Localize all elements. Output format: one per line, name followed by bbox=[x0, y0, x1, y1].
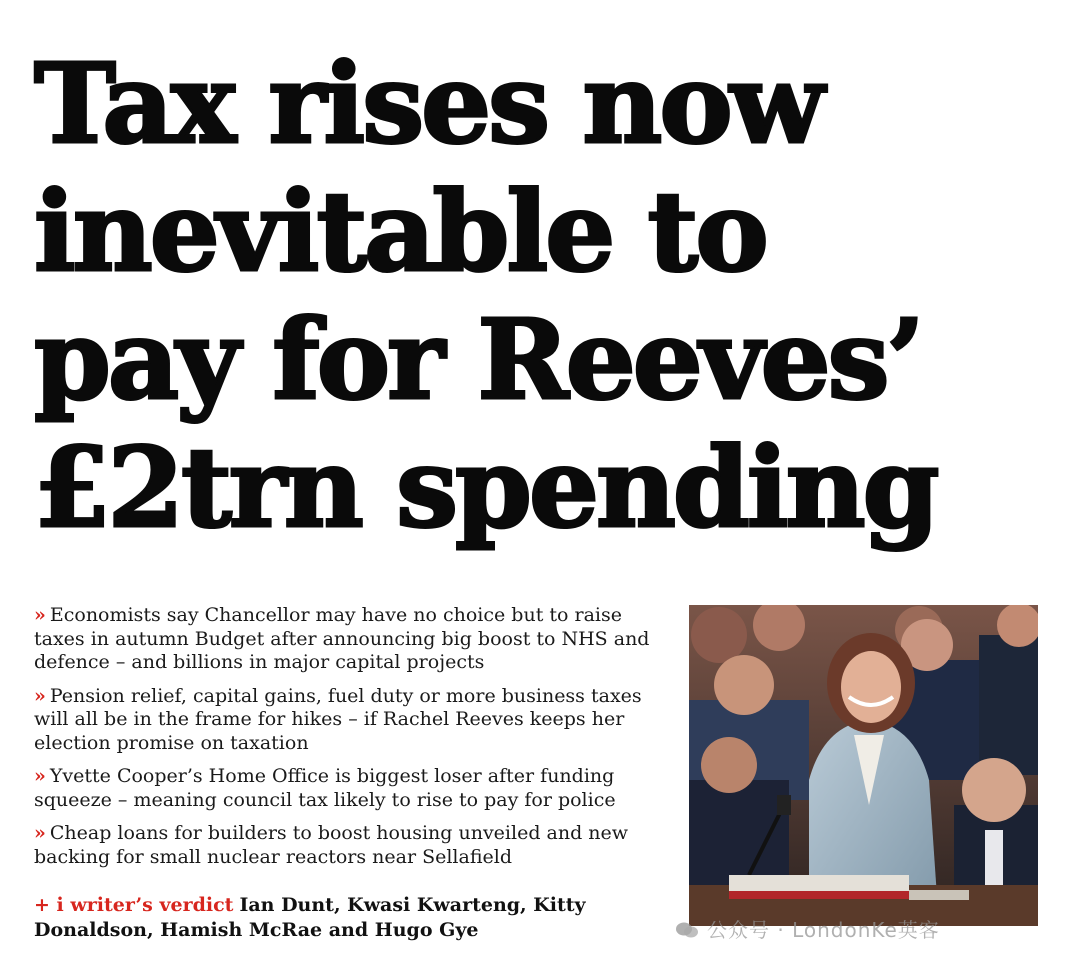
watermark-text: 公众号 · LondonKe英客 bbox=[707, 918, 940, 942]
wechat-icon bbox=[675, 920, 699, 938]
bullet-item bbox=[34, 765, 674, 812]
headline-line: Tax rises now bbox=[34, 39, 822, 168]
headline bbox=[34, 40, 1054, 552]
bullet-item bbox=[34, 685, 674, 756]
verdict-names: Ian Dunt, Kwasi Kwarteng, Kitty Donaldson, Hamish McRae and Hugo Gye bbox=[34, 894, 586, 941]
bullet-chevron-icon: » bbox=[34, 765, 46, 787]
bullet-chevron-icon: » bbox=[34, 684, 46, 707]
bullet-text: Economists say Chancellor may have no choice but to raise taxes in autumn Budget after announcing big boost to NHS and defence – and billions in major capital projects bbox=[34, 604, 650, 673]
bullet-item bbox=[34, 604, 674, 675]
bullet-chevron-icon: » bbox=[34, 604, 46, 626]
headline-line: pay for Reeves’ bbox=[34, 295, 922, 424]
bullet-text: Yvette Cooper’s Home Office is biggest loser after funding squeeze – meaning council tax likely to rise to pay for police bbox=[34, 765, 616, 811]
writers-verdict[interactable] bbox=[34, 893, 674, 943]
watermark bbox=[675, 914, 940, 943]
headline-line: £2trn spending bbox=[34, 423, 937, 552]
bullet-item bbox=[34, 822, 674, 869]
standfirst-bullets bbox=[34, 604, 674, 879]
bullet-text: Cheap loans for builders to boost housing unveiled and new backing for small nuclear reactors near Sellafield bbox=[34, 822, 629, 868]
headline-line: inevitable to bbox=[34, 167, 766, 296]
bullet-text: Pension relief, capital gains, fuel duty or more business taxes will all be in the frame for hikes – if Rachel Reeves keeps her election promise on taxation bbox=[34, 684, 642, 754]
bullet-chevron-icon: » bbox=[34, 822, 46, 844]
photo-parliament bbox=[689, 605, 1038, 926]
verdict-tag: + i writer’s verdict bbox=[34, 894, 234, 916]
